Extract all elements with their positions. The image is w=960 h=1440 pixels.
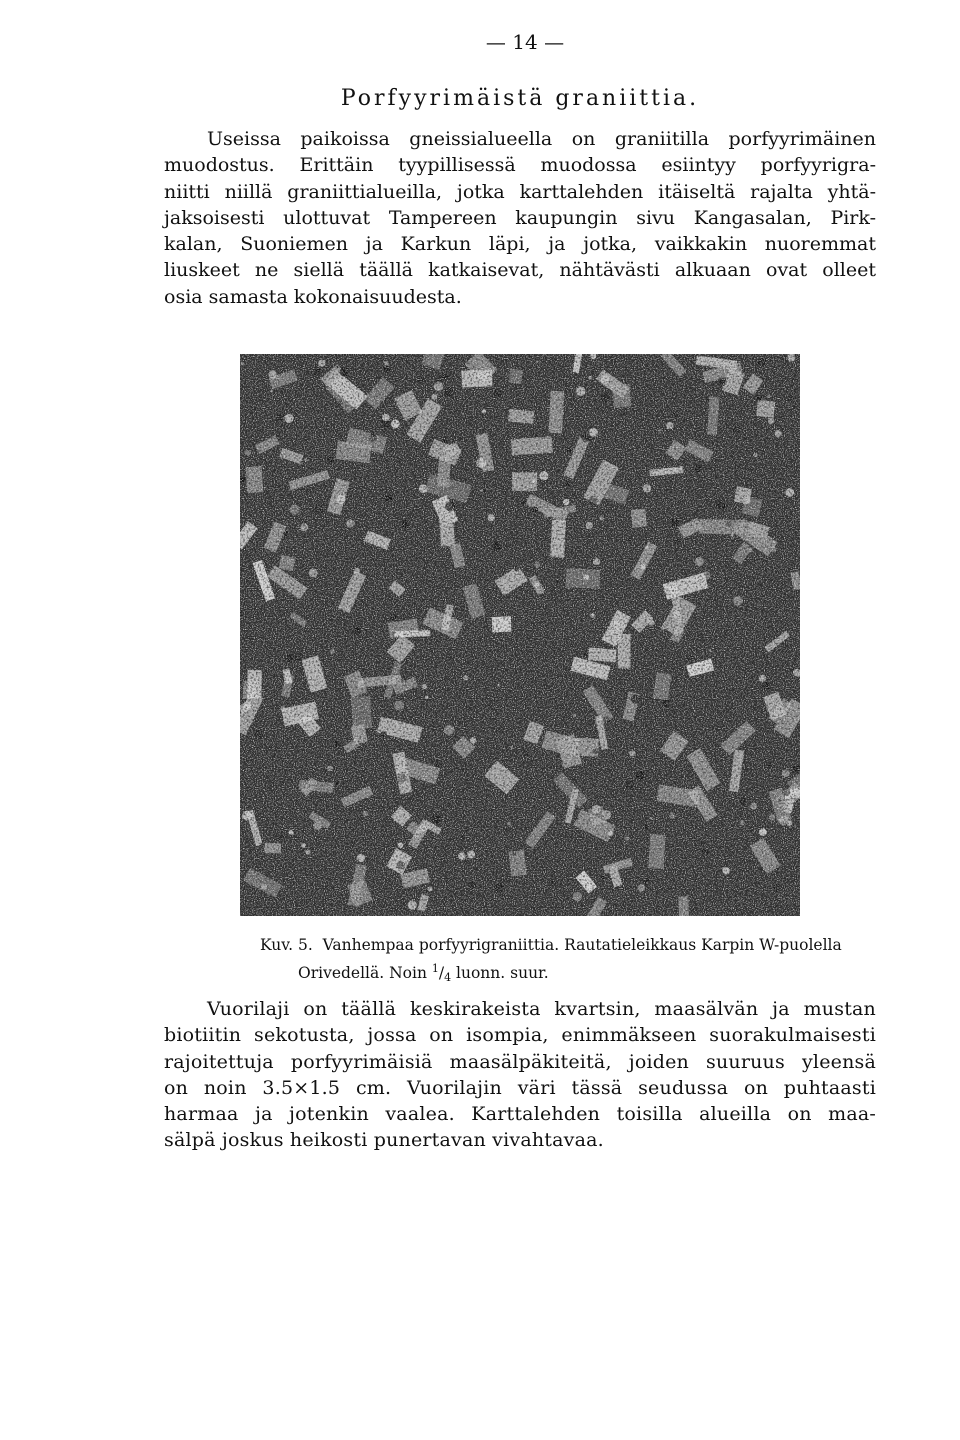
caption-text: Vanhempaa porfyyrigraniittia. Rautatieleikkaus Karpin W-puolella — [322, 936, 842, 954]
section-heading: Porfyyrimäistä graniittia. — [340, 86, 700, 111]
fraction-numerator: 1 — [431, 962, 439, 975]
description-paragraph — [164, 996, 876, 1154]
figure-label: Kuv. 5. — [260, 936, 313, 954]
caption-text: Orivedellä. Noin — [298, 964, 432, 982]
text-line: jaksoisesti ulottuvat Tampereen kaupungin sivu Kangasalan, Pirk- — [164, 206, 876, 229]
caption-line-1 — [260, 934, 880, 957]
text-line: kalan, Suoniemen ja Karkun läpi, ja jotka, vaikkakin nuoremmat — [164, 233, 876, 256]
text-line: liuskeet ne siellä täällä katkaisevat, nähtävästi alkuaan ovat olleet — [164, 259, 876, 282]
text-line: Useissa paikoissa gneissialueella on graniitilla porfyyrimäinen — [207, 128, 876, 150]
caption-line-2 — [260, 957, 880, 989]
page-number: — 14 — — [485, 30, 565, 54]
caption-text: luonn. suur. — [451, 964, 549, 982]
granite-texture — [240, 354, 800, 916]
figure-caption — [260, 934, 880, 989]
text-line: niitti niillä graniittialueilla, jotka karttalehden itäiseltä rajalta yhtä- — [164, 180, 876, 203]
intro-paragraph — [164, 126, 876, 310]
text-line: osia samasta kokonaisuudesta. — [164, 285, 462, 308]
fraction-denominator: 4 — [444, 971, 452, 984]
text-line: muodostus. Erittäin tyypillisessä muodossa esiintyy porfyyrigra- — [164, 154, 876, 177]
text-line: Vuorilaji on täällä keskirakeista kvartsin, maasälvän ja mustan — [207, 998, 876, 1020]
text-line: rajoitettuja porfyyrimäisiä maasälpäkiteitä, joiden suuruus yleensä — [164, 1050, 876, 1073]
granite-photograph — [240, 354, 800, 916]
text-line: on noin 3.5×1.5 cm. Vuorilajin väri tässä seudussa on puhtaasti — [164, 1076, 876, 1099]
text-line: harmaa ja jotenkin vaalea. Karttalehden toisilla alueilla on maa- — [164, 1103, 876, 1126]
fraction-slash: / — [438, 964, 445, 982]
text-line: biotiitin sekotusta, jossa on isompia, enimmäkseen suorakulmaisesti — [164, 1024, 876, 1047]
text-line: sälpä joskus heikosti punertavan vivahtavaa. — [164, 1129, 604, 1152]
